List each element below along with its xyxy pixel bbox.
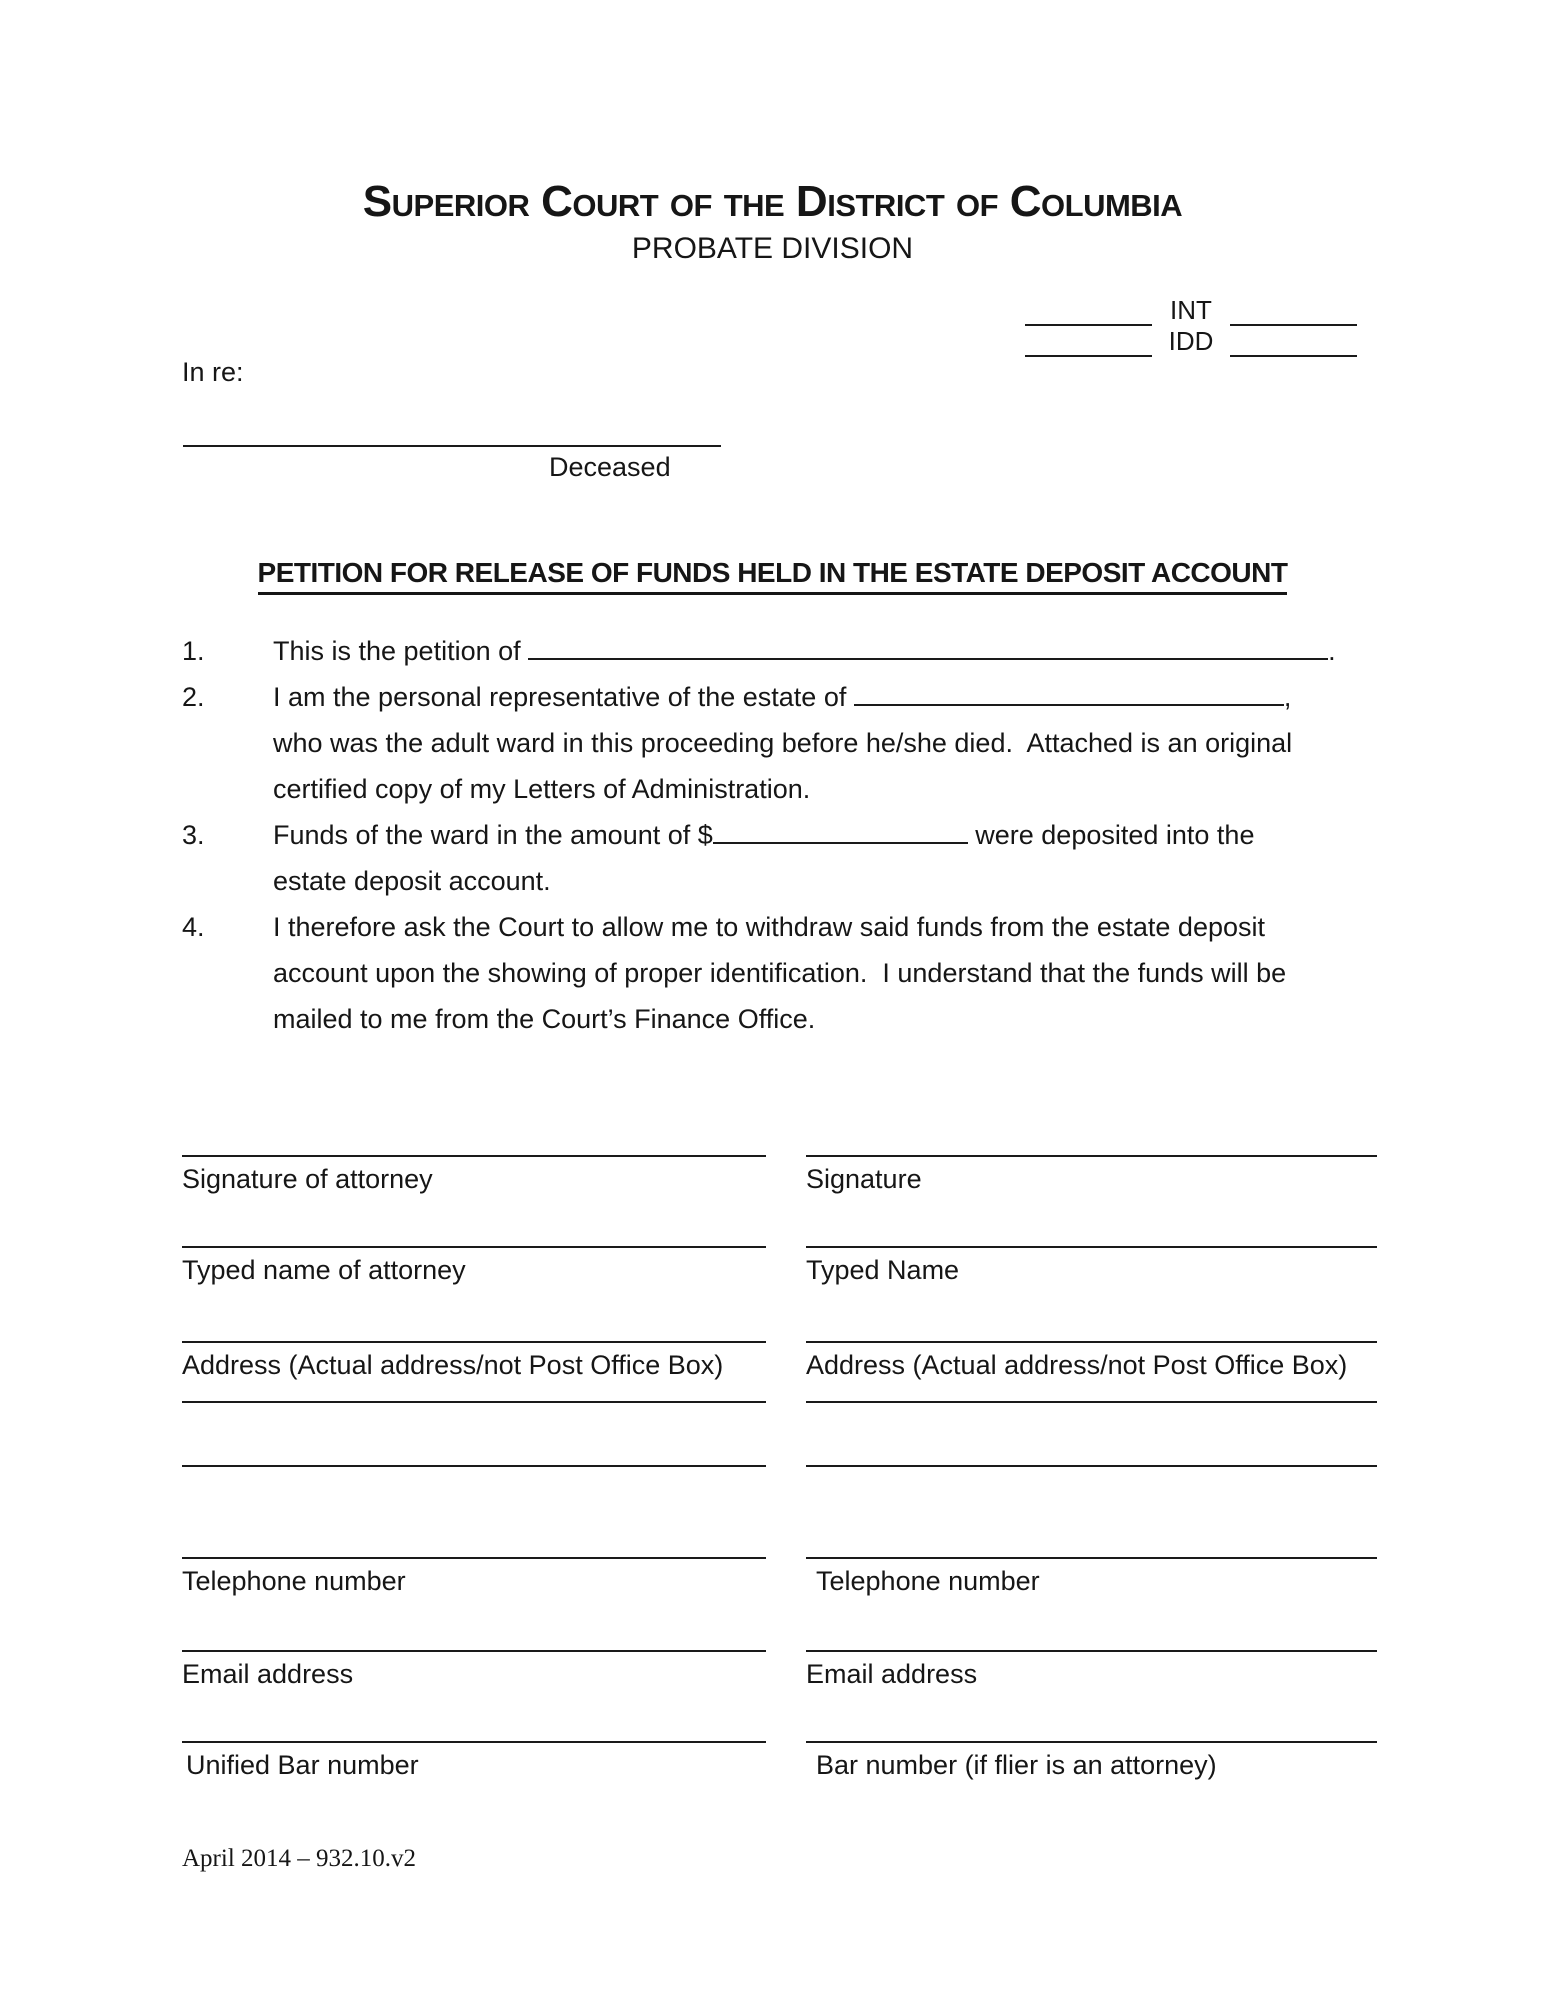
item-1-number: 1. <box>182 636 205 666</box>
item-1-punctuation: . <box>1328 636 1336 666</box>
int-label: INT <box>1170 295 1212 325</box>
petitioner-address-line-2[interactable] <box>806 1401 1377 1403</box>
attorney-email-label: Email address <box>182 1659 354 1689</box>
estate-name-blank[interactable] <box>854 704 1284 706</box>
int-case-number-row <box>1025 295 1357 326</box>
petitioner-telephone-label: Telephone number <box>816 1566 1040 1596</box>
deceased-label: Deceased <box>549 452 671 482</box>
item-2-line-1 <box>182 674 1372 720</box>
item-2-line-3 <box>182 766 1372 812</box>
item-3-line-1 <box>182 812 1372 858</box>
idd-left-blank[interactable] <box>1025 355 1152 357</box>
item-1-line-1 <box>182 628 1372 674</box>
petitioner-address-line-3[interactable] <box>806 1465 1377 1467</box>
item-4-line-1 <box>182 904 1372 950</box>
item-3-text-cont-1: estate deposit account. <box>273 866 551 896</box>
item-3-text: Funds of the ward in the amount of $ <box>273 820 713 850</box>
item-2-text: I am the personal representative of the estate of <box>273 682 854 712</box>
petition-items <box>182 628 1372 1042</box>
attorney-address-line-3[interactable] <box>182 1465 766 1467</box>
item-2-punctuation: , <box>1283 682 1292 712</box>
item-3-text-after: were deposited into the <box>967 820 1255 850</box>
item-4-text-1: I therefore ask the Court to allow me to withdraw said funds from the estate deposit <box>273 912 1265 942</box>
item-3-line-2 <box>182 858 1372 904</box>
division-subtitle: PROBATE DIVISION <box>631 232 914 265</box>
petitioner-typed-name-label: Typed Name <box>806 1255 960 1285</box>
attorney-telephone-label: Telephone number <box>182 1566 406 1596</box>
petition-heading-wrap <box>0 558 1545 595</box>
item-4-text-3: mailed to me from the Court’s Finance Office. <box>273 1004 816 1034</box>
item-2-text-cont-1: who was the adult ward in this proceeding before he/she died. Attached is an original <box>273 728 1293 758</box>
petitioner-bar-number-label: Bar number (if flier is an attorney) <box>816 1750 1217 1780</box>
item-1-text: This is the petition of <box>273 636 529 666</box>
item-3-number: 3. <box>182 820 205 850</box>
petitioner-signature-label: Signature <box>806 1164 922 1194</box>
item-4-number: 4. <box>182 912 205 942</box>
idd-case-number-row <box>1025 326 1357 357</box>
decedent-name-blank[interactable] <box>183 445 721 447</box>
idd-right-blank[interactable] <box>1230 355 1357 357</box>
item-2-number: 2. <box>182 682 205 712</box>
item-2-line-2 <box>182 720 1372 766</box>
attorney-typed-name-label: Typed name of attorney <box>182 1255 466 1285</box>
attorney-address-label: Address (Actual address/not Post Office Box) <box>182 1350 724 1380</box>
attorney-bar-number-label: Unified Bar number <box>186 1750 419 1780</box>
petitioner-address-label: Address (Actual address/not Post Office Box) <box>806 1350 1348 1380</box>
petition-heading: PETITION FOR RELEASE OF FUNDS HELD IN THE ESTATE DEPOSIT ACCOUNT <box>258 558 1288 595</box>
item-4-line-3 <box>182 996 1372 1042</box>
item-4-text-2: account upon the showing of proper identification. I understand that the funds will be <box>273 958 1287 988</box>
attorney-signature-label: Signature of attorney <box>182 1164 433 1194</box>
court-title: Superior Court of the District of Columbia <box>362 177 1183 226</box>
idd-label: IDD <box>1168 326 1214 356</box>
petitioner-email-label: Email address <box>806 1659 978 1689</box>
attorney-address-line-2[interactable] <box>182 1401 766 1403</box>
item-4-line-2 <box>182 950 1372 996</box>
amount-blank[interactable] <box>713 842 968 844</box>
in-re-label: In re: <box>182 357 244 387</box>
petitioner-name-blank[interactable] <box>528 658 1328 660</box>
form-version: April 2014 – 932.10.v2 <box>182 1845 417 1872</box>
item-2-text-cont-2: certified copy of my Letters of Administration. <box>273 774 811 804</box>
